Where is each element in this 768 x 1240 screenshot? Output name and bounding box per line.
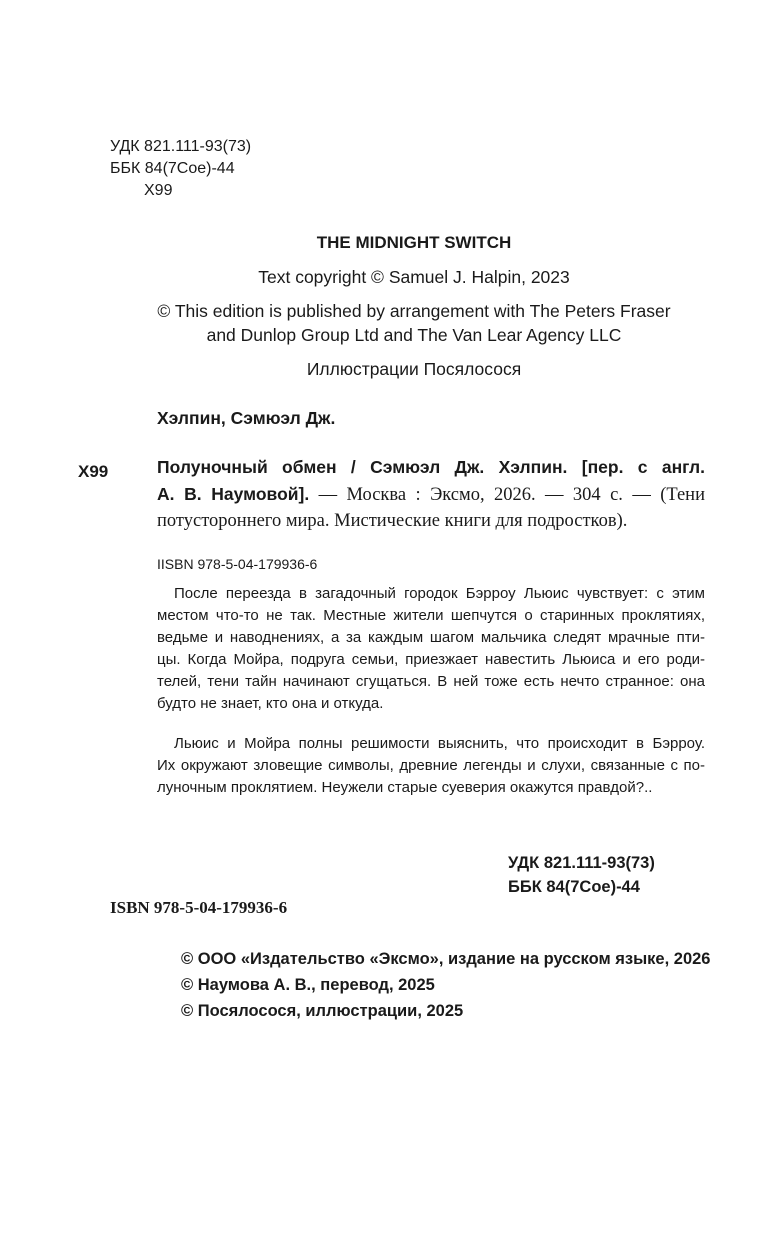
catalog-author-sign: Х99 <box>78 462 109 481</box>
copyright-illustrator: © Посялосося, иллюстрации, 2025 <box>181 1002 464 1020</box>
bottom-bbk: ББК 84(7Сое)-44 <box>508 878 640 896</box>
top-classification <box>110 136 251 202</box>
annotation-line: цы. Когда Мойра, подруга семьи, приезжает навестить Льюиса и его роди- <box>157 651 705 668</box>
annotation-line: будто не знает, кто она и откуда. <box>157 695 384 712</box>
isbn-main: ISBN 978-5-04-179936-6 <box>110 898 288 917</box>
catalog-title-line-1: Полуночный обмен / Сэмюэл Дж. Хэлпин. [пер. с англ. <box>157 457 705 477</box>
top-bbk: ББК 84(7Сое)-44 <box>110 160 235 177</box>
catalog-isbn: IISBN 978-5-04-179936-6 <box>157 556 318 572</box>
copyright-publisher: © ООО «Издательство «Эксмо», издание на русском языке, 2026 <box>181 950 711 968</box>
annotation-line: Их окружают зловещие символы, древние легенды и слухи, связанные с по- <box>157 757 705 774</box>
annotation-line: ведьме и наводнениях, а за каждым шагом мальчика следят мрачные пти- <box>157 629 705 646</box>
catalog-translator: А. В. Наумовой]. <box>157 484 310 504</box>
original-title: THE MIDNIGHT SWITCH <box>316 233 512 252</box>
top-author-sign: Х99 <box>144 182 173 199</box>
annotation-line: Льюис и Мойра полны решимости выяснить, что происходит в Бэрроу. <box>174 735 705 752</box>
copyright-translator: © Наумова А. В., перевод, 2025 <box>181 976 435 994</box>
illustrations-credit: Иллюстрации Посялосося <box>306 359 522 379</box>
copyright-block <box>181 946 710 1024</box>
annotation-line: местом что-то не так. Местные жители шепчутся о старинных проклятиях, <box>157 607 705 624</box>
annotation-line: После переезда в загадочный городок Бэрроу Льюис чувствует: с этим <box>174 585 705 602</box>
catalog-series-line: потустороннего мира. Мистические книги для подростков). <box>157 511 628 531</box>
catalog-title-line-2 <box>157 481 705 508</box>
catalog-imprint: — Москва : Эксмо, 2026. — 304 с. — (Тени <box>309 485 705 505</box>
arrangement-line-2: and Dunlop Group Ltd and The Van Lear Agency LLC <box>206 325 622 345</box>
annotation-paragraph-2 <box>157 733 705 799</box>
catalog-author-heading: Хэлпин, Сэмюэл Дж. <box>157 408 336 428</box>
text-copyright: Text copyright © Samuel J. Halpin, 2023 <box>258 267 570 287</box>
annotation-line: телей, тени тайн начинают сгущаться. В ней тоже есть нечто странное: она <box>157 673 705 690</box>
bottom-classification <box>508 851 655 899</box>
bottom-udk: УДК 821.111-93(73) <box>508 854 655 872</box>
annotation-line: луночным проклятием. Неужели старые суеверия окажутся правдой?.. <box>157 779 653 796</box>
arrangement-line-1: © This edition is published by arrangement with The Peters Fraser <box>157 301 671 321</box>
annotation-paragraph-1 <box>157 583 705 715</box>
top-udk: УДК 821.111-93(73) <box>110 138 252 155</box>
